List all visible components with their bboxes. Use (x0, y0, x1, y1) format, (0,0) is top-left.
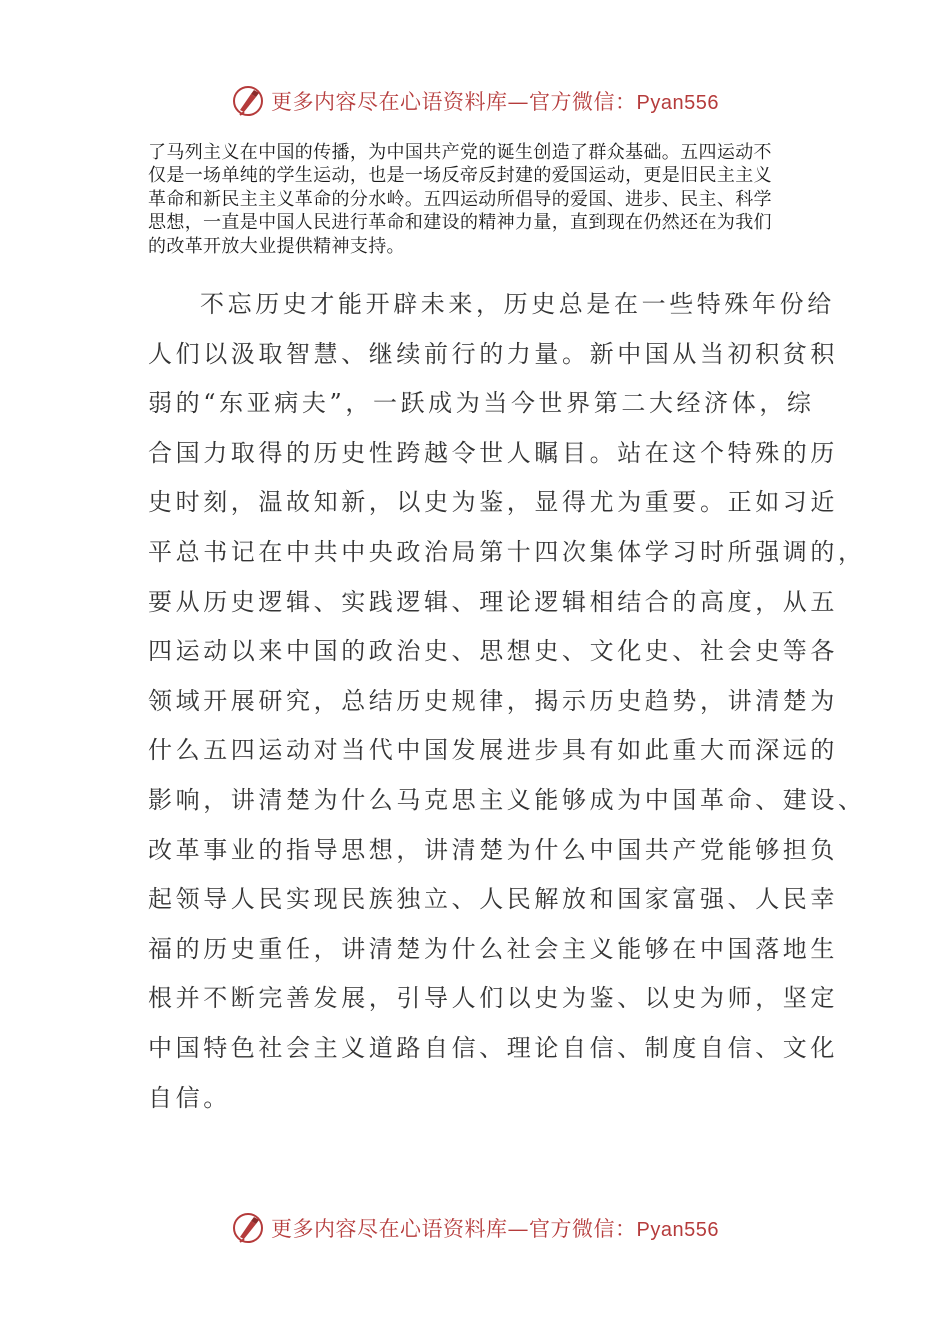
footer-banner (0, 1211, 950, 1245)
text-line: 弱的“东亚病夫”，一跃成为当今世界第二大经济体，综 (148, 389, 815, 418)
text-line: 史时刻，温故知新，以史为鉴，显得尤为重要。正如习近 (148, 488, 838, 517)
continuation-paragraph (148, 141, 803, 258)
text-line: 思想，一直是中国人民进行革命和建设的精神力量，直到现在仍然还在为我们 (148, 212, 772, 234)
text-line: 中国特色社会主义道路自信、理论自信、制度自信、文化 (148, 1033, 838, 1062)
text-line: 不忘历史才能开辟未来，历史总是在一些特殊年份给 (200, 290, 835, 318)
text-line: 要从历史逻辑、实践逻辑、理论逻辑相结合的高度，从五 (148, 587, 838, 616)
pen-nib-circle-icon (231, 1211, 265, 1245)
text-line: 改革事业的指导思想，讲清楚为什么中国共产党能够担负 (148, 835, 838, 864)
pen-nib-circle-icon (231, 84, 265, 118)
text-line: 了马列主义在中国的传播，为中国共产党的诞生创造了群众基础。五四运动不 (148, 142, 772, 163)
text-line: 领域开展研究，总结历史规律，揭示历史趋势，讲清楚为 (148, 686, 838, 715)
header-brand-label: 更多内容尽在心语资料库—官方微信： (271, 90, 637, 114)
text-line: 自信。 (148, 1083, 231, 1112)
text-line: 四运动以来中国的政治史、思想史、文化史、社会史等各 (148, 637, 838, 666)
text-line: 合国力取得的历史性跨越令世人瞩目。站在这个特殊的历 (148, 438, 838, 467)
text-line: 革命和新民主主义革命的分水岭。五四运动所倡导的爱国、进步、民主、科学 (148, 188, 772, 210)
header-wechat-id: Pyan556 (636, 92, 719, 114)
main-paragraph (148, 280, 866, 1123)
text-line: 福的历史重任，讲清楚为什么社会主义能够在中国落地生 (148, 934, 838, 963)
footer-brand-text (271, 1213, 719, 1243)
text-line: 的改革开放大业提供精神支持。 (148, 235, 405, 257)
footer-wechat-id: Pyan556 (636, 1219, 719, 1241)
text-line: 什么五四运动对当代中国发展进步具有如此重大而深远的 (148, 736, 838, 765)
text-line: 影响，讲清楚为什么马克思主义能够成为中国革命、建设、 (148, 785, 866, 814)
text-line: 起领导人民实现民族独立、人民解放和国家富强、人民幸 (148, 885, 838, 914)
text-line: 平总书记在中共中央政治局第十四次集体学习时所强调的， (148, 537, 866, 566)
text-line: 根并不断完善发展，引导人们以史为鉴、以史为师，坚定 (148, 984, 838, 1013)
footer-brand-label: 更多内容尽在心语资料库—官方微信： (271, 1217, 637, 1241)
header-brand-text (271, 86, 719, 116)
text-line: 人们以汲取智慧、继续前行的力量。新中国从当初积贫积 (148, 339, 838, 368)
header-banner (0, 84, 950, 118)
text-line: 仅是一场单纯的学生运动，也是一场反帝反封建的爱国运动，更是旧民主主义 (148, 165, 772, 187)
